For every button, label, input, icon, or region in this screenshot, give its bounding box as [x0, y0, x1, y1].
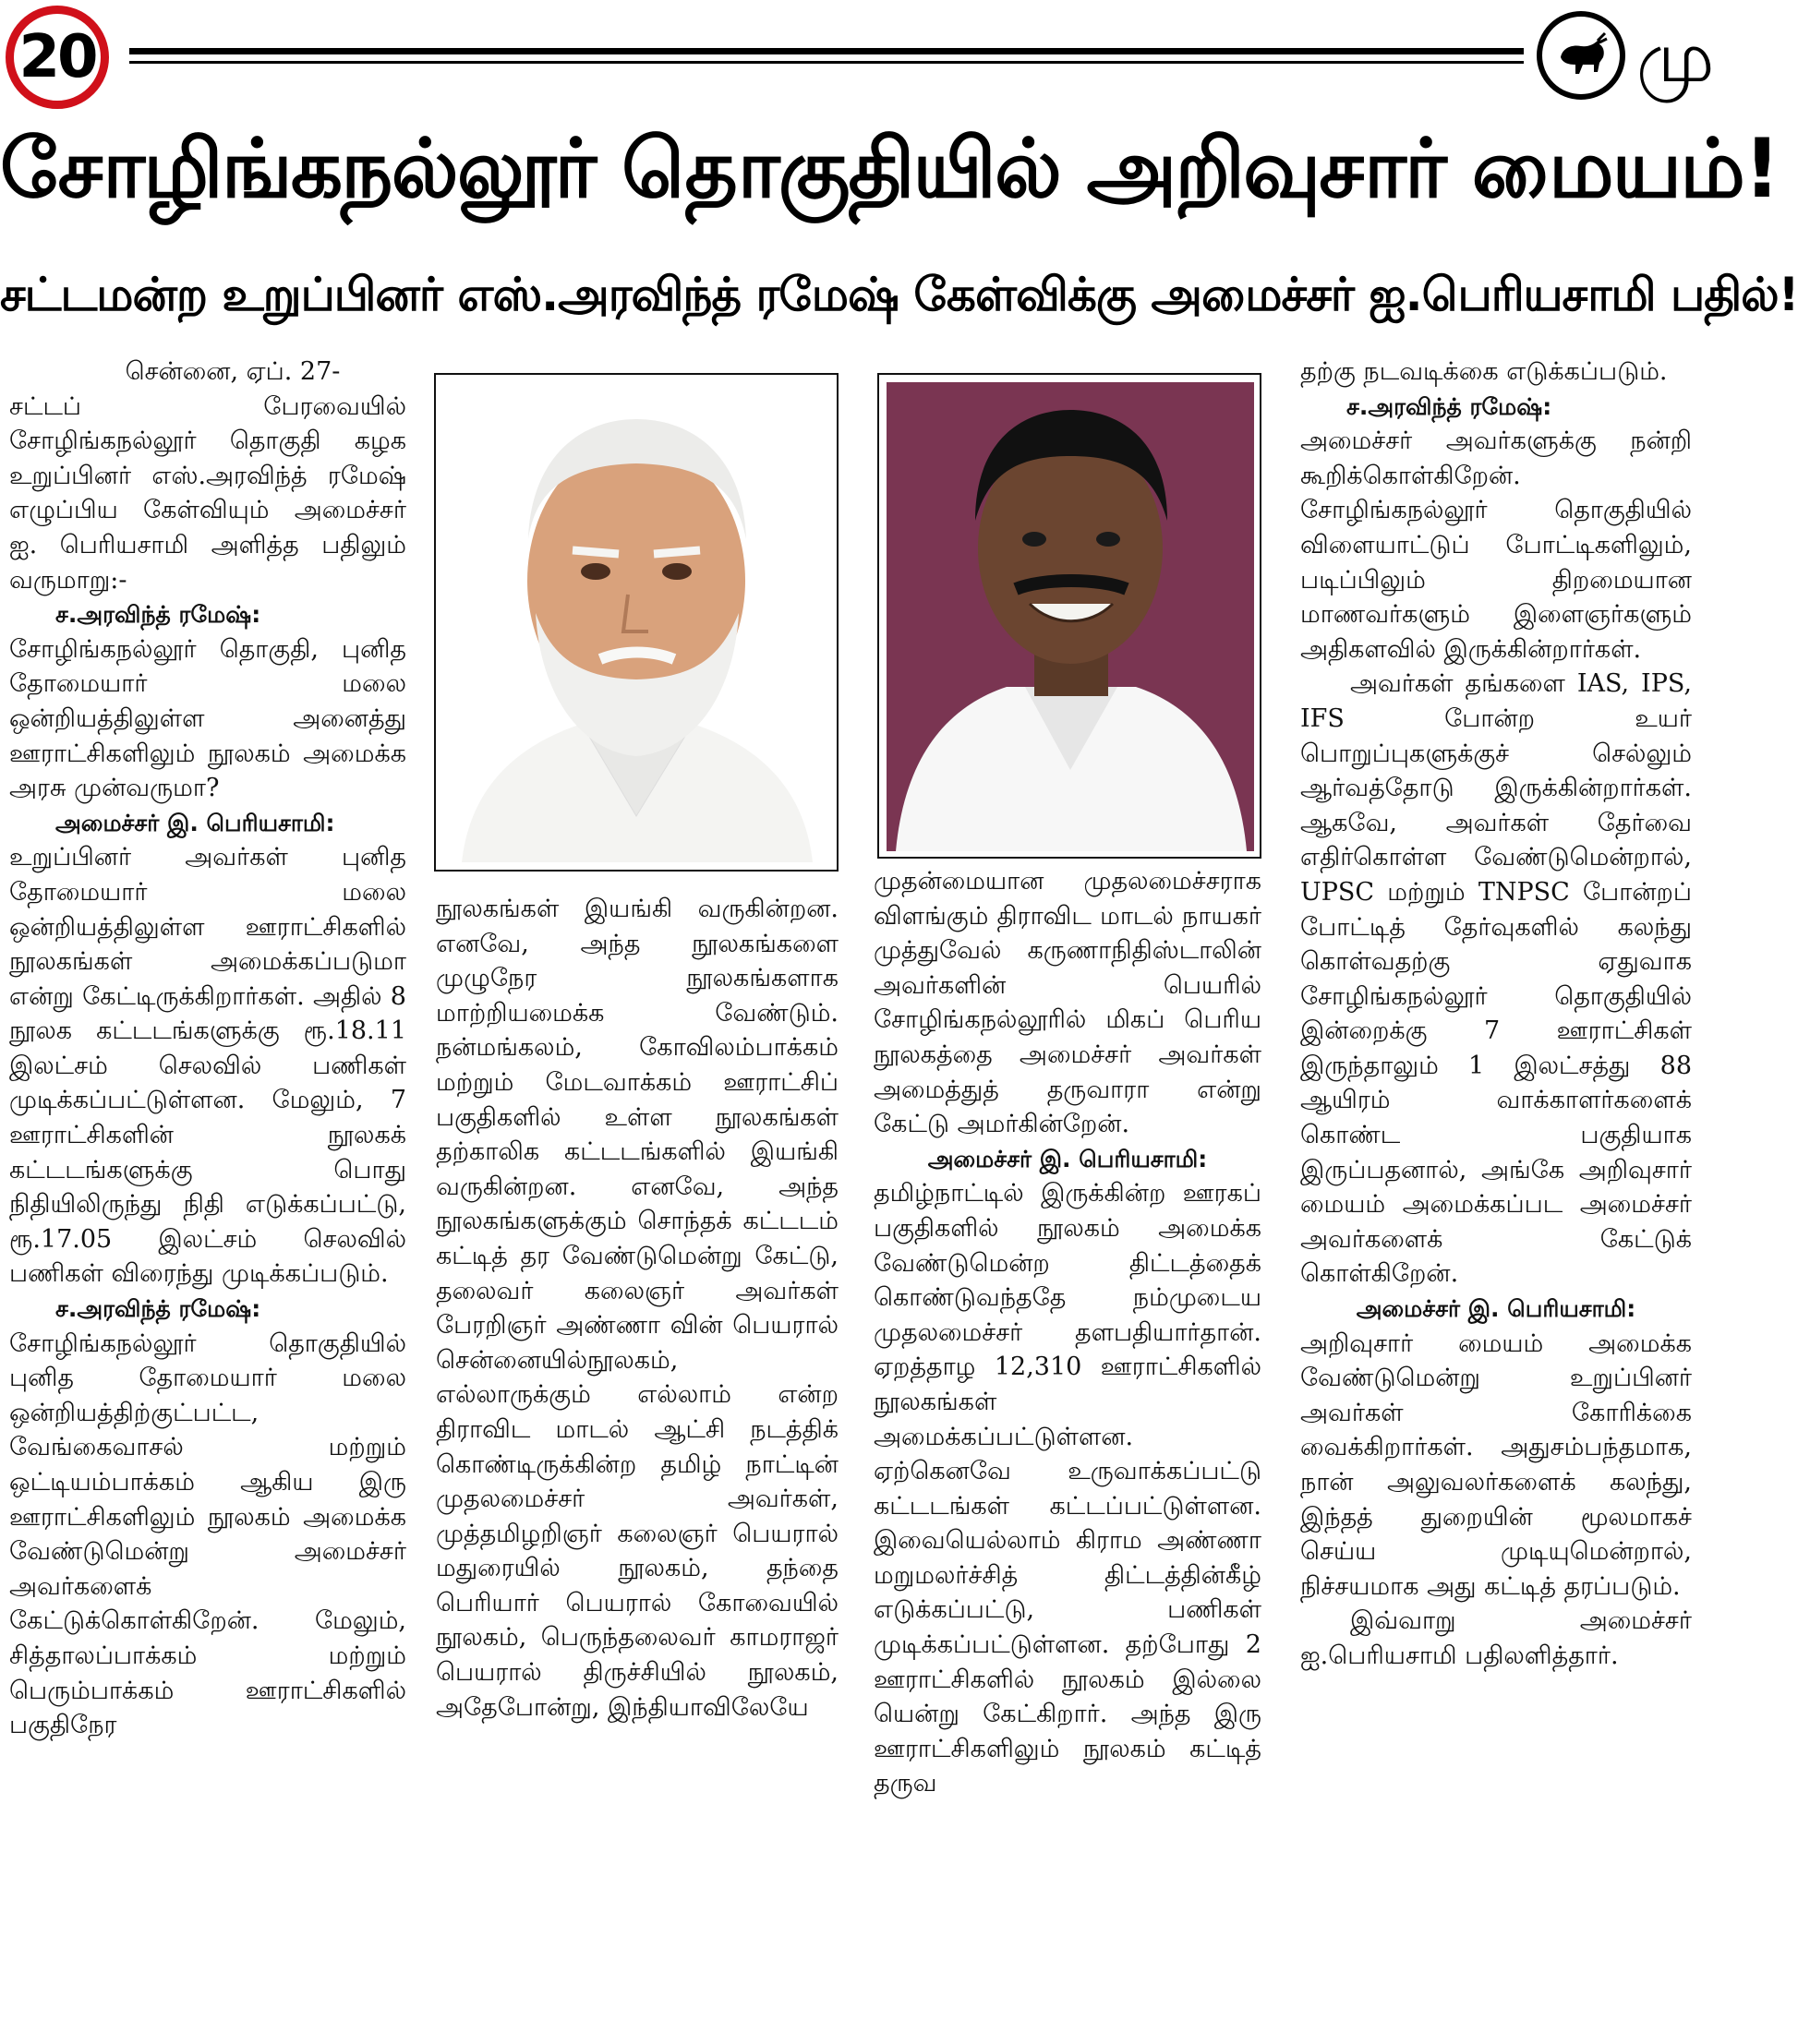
question-paragraph: அமைச்சர் அவர்களுக்கு நன்றி கூறிக்கொள்கிறேன். சோழிங்கநல்லூர் தொகுதியில் விளையாட்டுப் போட்டிகளிலும், படிப்பிலும் திறமையான மாணவர்களும் இளைஞர்களும் அதிகளவில் இருக்கின்றார்கள்.	[1300, 427, 1692, 664]
answer-paragraph: தமிழ்நாட்டில் இருக்கின்ற ஊரகப் பகுதிகளில் நூலகம் அமைக்க வேண்டுமென்ற திட்டத்தைக் கொண்டுவந்ததே நம்முடைய முதலமைச்சர் தளபதியார்தான். ஏறத்தாழ 12,310 ஊராட்சிகளில் நூலகங்கள் அமைக்கப்பட்டுள்ளன. ஏற்கெனவே உருவாக்கப்பட்டு கட்டடங்கள் கட்டப்பட்டுள்ளன. இவையெல்லாம் கிராம அண்ணா மறுமலர்ச்சித் திட்டத்தின்கீழ் எடுக்கப்பட்டு, பணிகள் முடிக்கப்பட்டுள்ளன. தற்போது 2 ஊராட்சிகளில் நூலகம் இல்லை யென்று கேட்கிறார். அந்த இரு ஊராட்சிகளிலும் நூலகம் கட்டித் தருவ	[874, 1179, 1261, 1798]
main-headline: சோழிங்கநல்லூர் தொகுதியில் அறிவுசார் மையம்!	[0, 121, 1780, 216]
closing-paragraph: இவ்வாறு அமைச்சர் ஐ.பெரியசாமி பதிலளித்தார்.	[1300, 1606, 1692, 1670]
mla-portrait-image	[887, 382, 1254, 851]
speaker-label: அமைச்சர் இ. பெரியசாமி:	[927, 1145, 1208, 1172]
page-number-badge: 20	[6, 6, 109, 109]
speaker-label: ச.அரவிந்த் ரமேஷ்:	[1346, 392, 1552, 420]
sub-headline: சட்டமன்ற உறுப்பினர் எஸ்.அரவிந்த் ரமேஷ் கேள்விக்கு அமைச்சர் ஐ.பெரியசாமி பதில்!	[0, 268, 1798, 321]
answer-paragraph: அறிவுசார் மையம் அமைக்க வேண்டுமென்று உறுப்பினர் அவர்கள் கோரிக்கை வைக்கிறார்கள். அதுசம்பந்தமாக, நான் அலுவலர்களைக் கலந்து, இந்தத் துறையின் மூலமாகச் செய்ய முடியுமென்றால், நிச்சயமாக அது கட்டித் தரப்படும்.	[1300, 1329, 1692, 1601]
masthead-title-fragment: மு	[1636, 16, 1715, 98]
question-paragraph: சோழிங்கநல்லூர் தொகுதியில் புனித தோமையார் மலை ஒன்றியத்திற்குட்பட்ட, வேங்கைவாசல் மற்றும் ஒட்டியம்பாக்கம் ஆகிய இரு ஊராட்சிகளிலும் நூலகம் அமைக்க வேண்டுமென்று அமைச்சர் அவர்களைக் கேட்டுக்கொள்கிறேன். மேலும், சித்தாலப்பாக்கம் மற்றும் பெரும்பாக்கம் ஊராட்சிகளில் பகுதிநேர	[9, 1329, 406, 1740]
speaker-label: ச.அரவிந்த் ரமேஷ்:	[55, 601, 261, 629]
minister-photo	[434, 373, 839, 872]
masthead-rule-thick	[129, 48, 1524, 54]
speaker-label: அமைச்சர் இ. பெரியசாமி:	[55, 809, 335, 836]
article-column-3	[874, 864, 1261, 2040]
dateline: சென்னை, ஏப். 27-	[125, 357, 341, 386]
article-column-4	[1300, 355, 1692, 2040]
minister-portrait-image	[443, 382, 829, 862]
article-column-1	[9, 355, 406, 2040]
mla-photo	[877, 373, 1261, 859]
masthead-rule-thin	[129, 61, 1524, 64]
continued-paragraph: தற்கு நடவடிக்கை எடுக்கப்படும்.	[1300, 357, 1668, 386]
article-column-2	[436, 892, 839, 2040]
masthead	[0, 0, 1715, 116]
question-paragraph: அவர்கள் தங்களை IAS, IPS, IFS போன்ற உயர் பொறுப்புகளுக்குச் செல்லும் ஆர்வத்தோடு இருக்கின்றார்கள். ஆகவே, அவர்கள் தேர்வை எதிர்கொள்ள வேண்டுமென்றால், UPSC மற்றும் TNPSC போன்றப் போட்டித் தேர்வுகளில் கலந்து கொள்வதற்கு ஏதுவாக சோழிங்கநல்லூர் தொகுதியில் இன்றைக்கு 7 ஊராட்சிகள் இருந்தாலும் 1 இலட்சத்து 88 ஆயிரம் வாக்காளர்களைக் கொண்ட பகுதியாக இருப்பதனால், அங்கே அறிவுசார் மையம் அமைக்கப்பட அமைச்சர் அவர்களைக் கேட்டுக் கொள்கிறேன்.	[1300, 669, 1692, 1289]
bull-logo-icon	[1537, 11, 1625, 100]
continued-paragraph: நூலகங்கள் இயங்கி வருகின்றன. எனவே, அந்த நூலகங்களை முழுநேர நூலகங்களாக மாற்றியமைக்க வேண்டும். நன்மங்கலம், கோவிலம்பாக்கம் மற்றும் மேடவாக்கம் ஊராட்சிப் பகுதிகளில் உள்ள நூலகங்கள் தற்காலிக கட்டடங்களில் இயங்கி வருகின்றன. எனவே, அந்த நூலகங்களுக்கும் சொந்தக் கட்டடம் கட்டித் தர வேண்டுமென்று கேட்டு, தலைவர் கலைஞர் அவர்கள் பேரறிஞர் அண்ணா வின் பெயரால் சென்னையில்நூலகம், எல்லாருக்கும் எல்லாம் என்ற திராவிட மாடல் ஆட்சி நடத்திக் கொண்டிருக்கின்ற தமிழ் நாட்டின் முதலமைச்சர் அவர்கள், முத்தமிழறிஞர் கலைஞர் பெயரால் மதுரையில் நூலகம், தந்தை பெரியார் பெயரால் கோவையில் நூலகம், பெருந்தலைவர் காமராஜர் பெயரால் திருச்சியில் நூலகம், அதேபோன்று, இந்தியாவிலேயே	[436, 895, 839, 1722]
question-paragraph: சோழிங்கநல்லூர் தொகுதி, புனித தோமையார் மலை ஒன்றியத்திலுள்ள அனைத்து ஊராட்சிகளிலும் நூலகம் அமைக்க அரசு முன்வருமா?	[9, 634, 406, 803]
speaker-label: அமைச்சர் இ. பெரியசாமி:	[1356, 1295, 1636, 1323]
continued-paragraph: முதன்மையான முதலமைச்சராக விளங்கும் திராவிட மாடல் நாயகர் முத்துவேல் கருணாநிதிஸ்டாலின் அவர்களின் பெயரில் சோழிங்கநல்லூரில் மிகப் பெரிய நூலகத்தை அமைச்சர் அவர்கள் அமைத்துத் தருவாரா என்று கேட்டு அமர்கின்றேன்.	[874, 867, 1261, 1139]
speaker-label: ச.அரவிந்த் ரமேஷ்:	[55, 1295, 261, 1323]
intro-paragraph: சட்டப் பேரவையில் சோழிங்கநல்லூர் தொகுதி கழக உறுப்பினர் எஸ்.அரவிந்த் ரமேஷ் எழுப்பிய கேள்வியும் அமைச்சர் ஐ. பெரியசாமி அளித்த பதிலும் வருமாறு:-	[9, 391, 406, 595]
answer-paragraph: உறுப்பினர் அவர்கள் புனித தோமையார் மலை ஒன்றியத்திலுள்ள ஊராட்சிகளில் நூலகங்கள் அமைக்கப்படுமா என்று கேட்டிருக்கிறார்கள். அதில் 8 நூலக கட்டடங்களுக்கு ரூ.18.11 இலட்சம் செலவில் பணிகள் முடிக்கப்பட்டுள்ளன. மேலும், 7 ஊராட்சிகளின் நூலகக் கட்டடங்களுக்கு பொது நிதியிலிருந்து நிதி எடுக்கப்பட்டு, ரூ.17.05 இலட்சம் செலவில் பணிகள் விரைந்து முடிக்கப்படும்.	[9, 843, 406, 1289]
